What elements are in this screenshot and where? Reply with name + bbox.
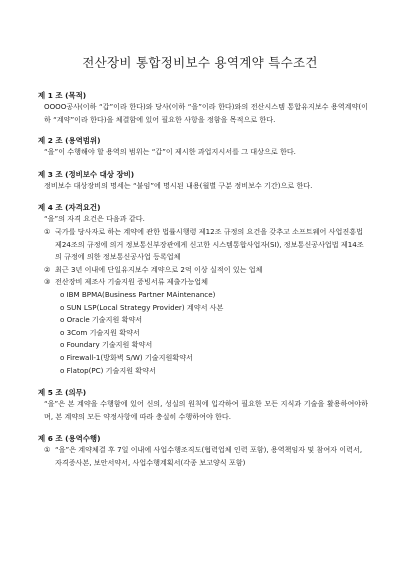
item-number: ③ [44, 277, 51, 287]
article-2 [38, 135, 368, 159]
sub-list-item: o IBM BPMA(Business Partner MAintenance) [60, 289, 216, 299]
item-number: ② [44, 264, 51, 274]
article-6 [38, 433, 368, 469]
article-heading: 제 6 조 (용역수행) [38, 434, 101, 444]
item-text: 국가를 당사자로 하는 계약에 관한 법률시행령 제12조 규정의 요건을 갖추고 소프트웨어 사업진흥법 제24조의 규정에 의거 정보통신부장관에게 신고한 시스템통합사업자(SI), 정보통신공사업법 제14조의 규정에 의한 정보통신공사업 등록업체 [55, 226, 364, 262]
list-item [38, 226, 368, 264]
article-heading: 제 2 조 (용역범위) [38, 136, 101, 146]
item-text: 최근 3년 이내에 단일유지보수 계약으로 2억 이상 실적이 있는 업체 [55, 264, 263, 274]
article-paragraph: 정비보수 대상장비의 명세는 “붙임”에 명시된 내용(월별 구분 정비보수 기간)으로 한다. [44, 180, 313, 190]
sub-list-item: o Foundary 기술지원 확약서 [60, 340, 153, 350]
article-heading: 제 4 조 (자격요건) [38, 203, 101, 213]
sub-list-item: o 3Com 기술지원 확약서 [60, 327, 140, 337]
article-heading: 제 1 조 (목적) [38, 91, 87, 100]
list-item [38, 276, 368, 289]
article-heading: 제 3 조 (정비보수 대상 장비) [38, 169, 135, 179]
article-paragraph: “을”은 본 계약을 수행함에 있어 신의, 성실의 원칙에 입각하여 필요한 모든 지식과 기술을 활용하여야하며, 본 계약의 모든 약정사항에 따라 충실히 수행하여야 한다. [44, 399, 368, 421]
item-number: ① [44, 445, 51, 455]
article-heading: 제 5 조 (의무) [38, 388, 87, 398]
document-body [38, 90, 368, 469]
sub-list-item: o SUN LSP(Local Strategy Provider) 계약서 사본 [60, 302, 224, 312]
list-item [38, 444, 368, 469]
article-4 [38, 202, 368, 377]
sub-list-item: o Firewall-1(방화벽 S/W) 기술지원확약서 [60, 352, 193, 362]
article-3 [38, 169, 368, 193]
list-item [38, 264, 368, 277]
article-paragraph: “을”이 수행해야 할 용역의 범위는 “갑”이 제시한 과업지시서를 그 대상으로 한다. [44, 147, 296, 157]
article-5 [38, 387, 368, 423]
article-paragraph: “을”의 자격 요건은 다음과 같다. [44, 214, 145, 224]
document-title: 전산장비 통합정비보수 용역계약 특수조건 [82, 55, 318, 70]
sub-list-item: o Oracle 기술지원 확약서 [60, 315, 143, 325]
sub-list-item: o Flatop(PC) 기술지원 확약서 [60, 365, 156, 375]
item-text: 전산장비 제조사 기술지원 증빙서류 제출가능업체 [55, 277, 208, 287]
item-text: “을”은 계약체결 후 7일 이내에 사업수행조직도(협력업체 인력 포함), 용역책임자 및 참여자 이력서, 자격증사본, 보안서약서, 사업수행계획서(각종 보고양식 포함) [55, 445, 363, 467]
article-paragraph: OOOO공사(이하 “갑”이라 한다)와 당사(이하 “을”이라 한다)와의 전산시스템 통합유지보수 용역계약(이하 “계약”이라 한다)을 체결함에 있어 필요한 사항을 정함을 목적으로 한다. [44, 102, 368, 124]
article-1 [38, 90, 368, 126]
item-number: ① [44, 226, 51, 236]
